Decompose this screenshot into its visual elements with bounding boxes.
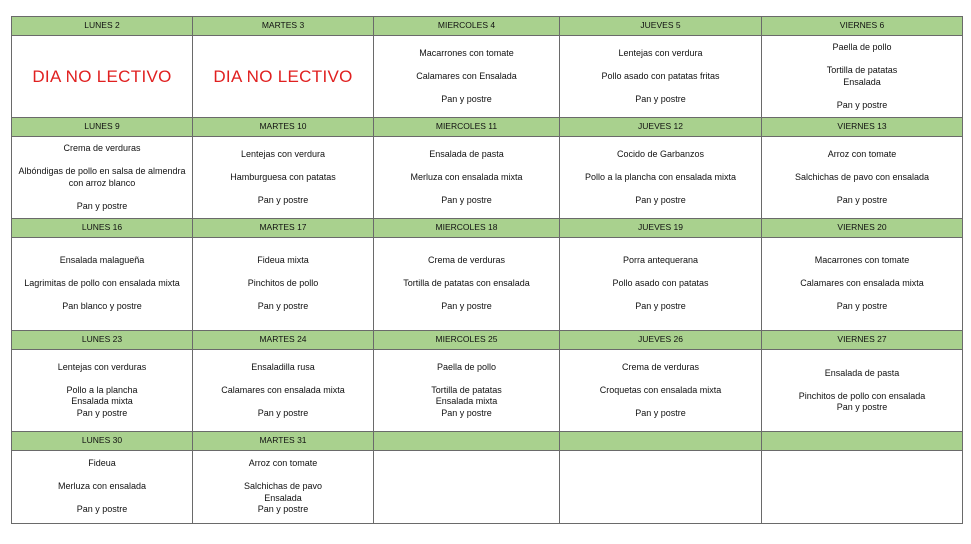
menu-item: Pinchitos de pollo: [247, 278, 319, 289]
menu-item: Pan y postre: [836, 99, 888, 110]
spacer: [16, 493, 188, 505]
spacer: [16, 189, 188, 201]
spacer: [197, 373, 369, 385]
day-header-miercoles: MIERCOLES 11: [374, 118, 560, 137]
menu-item: Pan y postre: [441, 301, 492, 312]
day-menu-cell: [374, 451, 560, 524]
week-menu-row: [12, 238, 963, 331]
week-header-row: [12, 219, 963, 238]
day-menu-cell: [374, 36, 560, 118]
no-school-day-label: DIA NO LECTIVO: [32, 66, 172, 86]
menu-item: Lentejas con verdura: [240, 148, 326, 159]
spacer: [16, 155, 188, 167]
menu-item: Lentejas con verdura: [618, 47, 703, 58]
menu-item: Ensalada malagueña: [59, 255, 145, 266]
day-header-lunes: LUNES 2: [12, 17, 193, 36]
menu-item: Albóndigas de pollo en salsa de almendra: [18, 166, 186, 176]
spacer: [16, 373, 188, 385]
day-menu-cell: [560, 36, 762, 118]
day-header-viernes: VIERNES 27: [762, 331, 963, 350]
day-menu-cell: [12, 238, 193, 331]
menu-item: Macarrones con tomate: [419, 47, 514, 58]
day-menu-cell: [560, 137, 762, 219]
menu-item: Pan blanco y postre: [62, 301, 142, 312]
spacer: [766, 183, 958, 195]
day-menu-cell: [193, 137, 374, 219]
day-header-jueves: JUEVES 5: [560, 17, 762, 36]
menu-item: Arroz con tomate: [248, 458, 318, 469]
week-menu-row: [12, 451, 963, 524]
menu-item: Paella de pollo: [436, 361, 497, 372]
day-header-jueves: JUEVES 26: [560, 331, 762, 350]
menu-item: Croquetas con ensalada mixta: [599, 384, 722, 395]
menu-item: Pan y postre: [836, 402, 888, 412]
menu-item: Pan y postre: [257, 194, 309, 205]
week-header-row: [12, 432, 963, 451]
day-header-lunes: LUNES 23: [12, 331, 193, 350]
spacer: [378, 59, 555, 71]
menu-item: Ensalada: [843, 76, 881, 87]
day-header-miercoles: MIERCOLES 4: [374, 17, 560, 36]
day-header-viernes: [762, 432, 963, 451]
menu-item: Paella de pollo: [832, 42, 892, 52]
day-menu-cell: [762, 238, 963, 331]
day-header-lunes: LUNES 30: [12, 432, 193, 451]
spacer: [564, 59, 757, 71]
menu-item: Pan y postre: [76, 407, 128, 418]
day-menu-cell: [560, 451, 762, 524]
menu-item: Salchichas de pavo: [243, 481, 323, 492]
spacer: [766, 160, 958, 172]
spacer: [564, 82, 757, 94]
menu-item: Crema de verduras: [621, 361, 700, 372]
day-header-lunes: LUNES 9: [12, 118, 193, 137]
menu-item: Salchichas de pavo con ensalada: [794, 171, 930, 182]
day-header-viernes: VIERNES 6: [762, 17, 963, 36]
spacer: [766, 290, 958, 302]
spacer: [378, 373, 555, 385]
day-menu-cell: [12, 137, 193, 219]
menu-item: Pan y postre: [441, 93, 492, 104]
week-header-row: [12, 118, 963, 137]
day-header-martes: MARTES 3: [193, 17, 374, 36]
day-header-jueves: [560, 432, 762, 451]
spacer: [197, 183, 369, 195]
menu-item: Pollo asado con patatas: [612, 278, 709, 289]
no-school-day-label: DIA NO LECTIVO: [213, 66, 353, 86]
week-menu-row: [12, 350, 963, 432]
day-header-martes: MARTES 24: [193, 331, 374, 350]
day-header-miercoles: MIERCOLES 25: [374, 331, 560, 350]
day-menu-cell: [374, 238, 560, 331]
menu-item: Arroz con tomate: [827, 148, 897, 159]
spacer: [197, 267, 369, 279]
day-menu-cell: [560, 350, 762, 432]
menu-item: Cocido de Garbanzos: [616, 148, 705, 159]
menu-item: Pollo asado con patatas fritas: [601, 70, 720, 81]
menu-item: Pan y postre: [635, 194, 686, 205]
day-menu-cell: [12, 451, 193, 524]
spacer: [766, 379, 958, 391]
menu-item: Hamburguesa con patatas: [230, 171, 336, 182]
menu-item: Macarrones con tomate: [814, 255, 910, 266]
menu-item: Calamares con Ensalada: [416, 70, 517, 81]
day-menu-cell: [374, 350, 560, 432]
menu-item: Pollo a la plancha con ensalada mixta: [584, 171, 737, 182]
day-header-lunes: LUNES 16: [12, 219, 193, 238]
menu-item: Fideua: [88, 458, 116, 469]
menu-item: Pan y postre: [635, 93, 686, 104]
day-menu-cell: [193, 238, 374, 331]
day-header-martes: MARTES 31: [193, 432, 374, 451]
spacer: [197, 290, 369, 302]
spacer: [378, 160, 555, 172]
menu-item: Ensaladilla rusa: [251, 361, 315, 372]
spacer: [564, 373, 757, 385]
menu-item: con arroz blanco: [68, 177, 136, 188]
day-menu-cell: [762, 451, 963, 524]
week-menu-row: [12, 36, 963, 118]
day-header-jueves: JUEVES 12: [560, 118, 762, 137]
menu-item: Tortilla de patatas: [431, 384, 502, 395]
menu-item: Merluza con ensalada: [57, 481, 147, 492]
lunch-menu-table: [11, 16, 963, 524]
day-header-martes: MARTES 10: [193, 118, 374, 137]
menu-item: Ensalada mixta: [435, 396, 498, 407]
menu-item: Pinchitos de pollo con ensalada: [798, 390, 926, 401]
spacer: [766, 54, 958, 66]
menu-item: Pan y postre: [76, 200, 128, 211]
menu-item: Ensalada de pasta: [429, 148, 504, 159]
day-header-miercoles: [374, 432, 560, 451]
spacer: [564, 290, 757, 302]
menu-item: Lagrimitas de pollo con ensalada mixta: [24, 278, 180, 289]
spacer: [564, 396, 757, 408]
day-menu-cell: [12, 350, 193, 432]
day-menu-cell: [762, 137, 963, 219]
menu-item: Pan y postre: [836, 301, 888, 312]
menu-item: Crema de verduras: [63, 143, 141, 153]
day-header-martes: MARTES 17: [193, 219, 374, 238]
spacer: [564, 160, 757, 172]
spacer: [16, 290, 188, 302]
spacer: [564, 183, 757, 195]
day-header-jueves: JUEVES 19: [560, 219, 762, 238]
spacer: [378, 82, 555, 94]
menu-item: Pan y postre: [635, 407, 686, 418]
spacer: [16, 267, 188, 279]
day-menu-cell: [374, 137, 560, 219]
spacer: [378, 290, 555, 302]
spacer: [197, 160, 369, 172]
week-header-row: [12, 331, 963, 350]
menu-item: Pan y postre: [441, 407, 492, 418]
spacer: [197, 470, 369, 482]
spacer: [766, 267, 958, 279]
day-menu-cell: [12, 36, 193, 118]
menu-item: Tortilla de patatas con ensalada: [403, 278, 530, 289]
day-header-viernes: VIERNES 20: [762, 219, 963, 238]
menu-item: Tortilla de patatas: [826, 65, 898, 75]
day-menu-cell: [193, 451, 374, 524]
week-header-row: [12, 17, 963, 36]
menu-item: Crema de verduras: [427, 255, 506, 266]
menu-item: Pollo a la plancha: [66, 384, 138, 395]
spacer: [564, 267, 757, 279]
menu-item: Ensalada mixta: [71, 396, 133, 407]
menu-item: Calamares con ensalada mixta: [221, 384, 345, 395]
menu-item: Ensalada: [264, 492, 302, 503]
spacer: [378, 267, 555, 279]
menu-item: Lentejas con verduras: [57, 361, 147, 372]
day-menu-cell: [193, 36, 374, 118]
day-menu-cell: [560, 238, 762, 331]
menu-item: Pan y postre: [836, 194, 888, 205]
menu-item: Pan y postre: [635, 301, 686, 312]
day-menu-cell: [762, 36, 963, 118]
week-menu-row: [12, 137, 963, 219]
menu-item: Pan y postre: [257, 407, 309, 418]
menu-item: Calamares con ensalada mixta: [800, 278, 924, 289]
day-menu-cell: [193, 350, 374, 432]
menu-item: Pan y postre: [441, 194, 492, 205]
day-header-viernes: VIERNES 13: [762, 118, 963, 137]
menu-item: Merluza con ensalada mixta: [410, 171, 523, 182]
day-menu-cell: [762, 350, 963, 432]
day-header-miercoles: MIERCOLES 18: [374, 219, 560, 238]
menu-item: Pan y postre: [257, 504, 309, 515]
spacer: [378, 183, 555, 195]
menu-item: Pan y postre: [76, 504, 128, 515]
menu-item: Ensalada de pasta: [824, 367, 900, 378]
menu-item: Pan y postre: [257, 301, 309, 312]
spacer: [766, 88, 958, 100]
spacer: [16, 470, 188, 482]
menu-item: Porra antequerana: [622, 255, 699, 266]
spacer: [197, 396, 369, 408]
menu-item: Fideua mixta: [257, 255, 309, 266]
